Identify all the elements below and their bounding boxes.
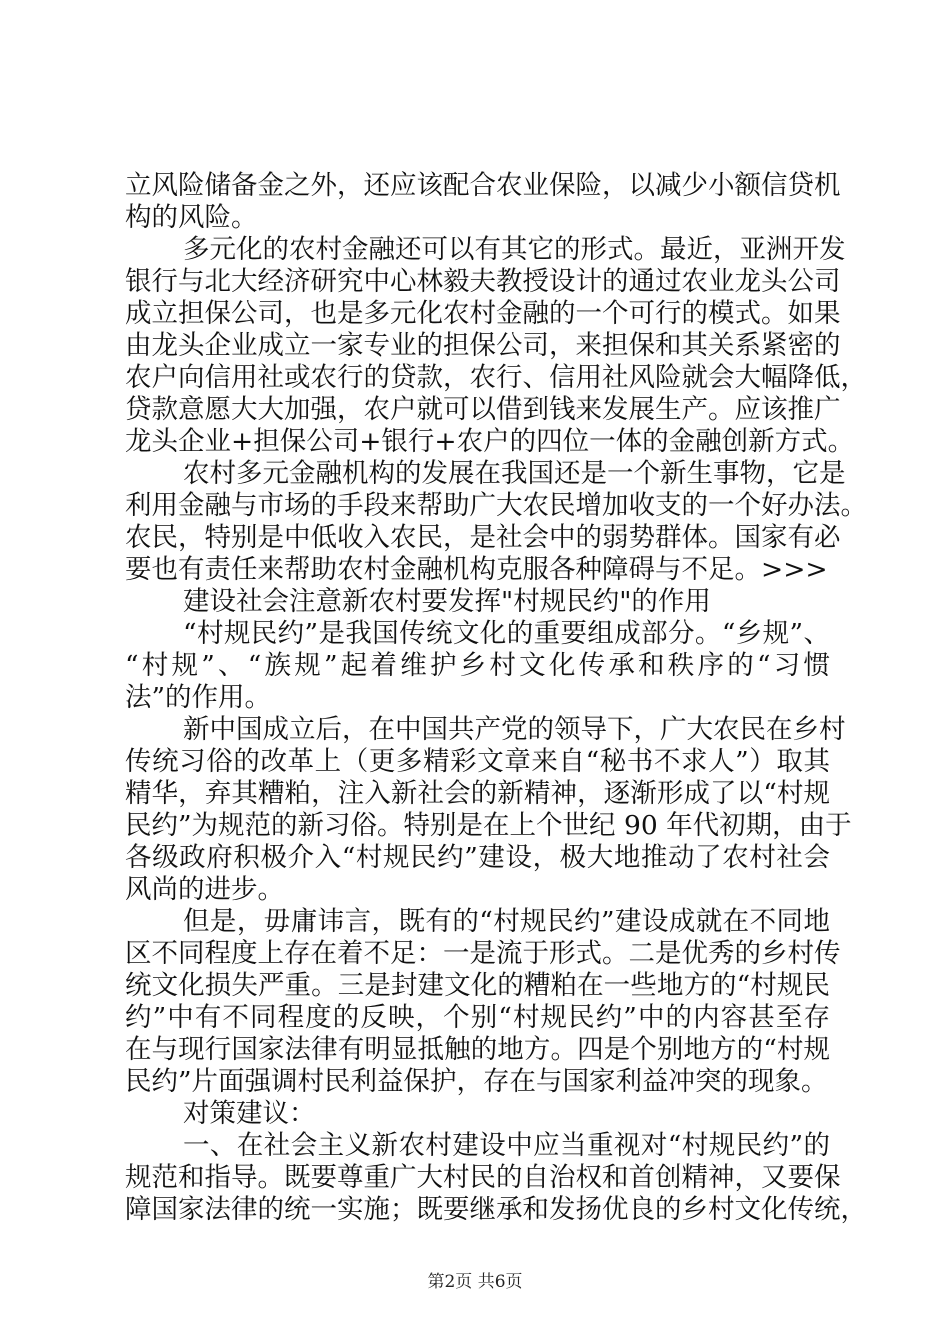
text-line: 区不同程度上存在着不足：一是流于形式。二是优秀的乡村传 (125, 938, 841, 969)
text-line: 成立担保公司，也是多元化农村金融的一个可行的模式。如果 (125, 298, 841, 329)
text-line: 新中国成立后，在中国共产党的领导下，广大农民在乡村 (183, 714, 846, 745)
text-line: 传统习俗的改革上（更多精彩文章来自“秘书不求人”）取其 (125, 746, 830, 777)
text-line: 构的风险。 (125, 202, 258, 233)
text-line: 多元化的农村金融还可以有其它的形式。最近，亚洲开发 (183, 234, 846, 265)
text-line: 约”中有不同程度的反映，个别“村规民约”中的内容甚至存 (125, 1002, 830, 1033)
text-line: 银行与北大经济研究中心林毅夫教授设计的通过农业龙头公司 (125, 266, 841, 297)
text-line: 立风险储备金之外，还应该配合农业保险，以减少小额信贷机 (125, 170, 841, 201)
text-line: 利用金融与市场的手段来帮助广大农民增加收支的一个好办法。 (125, 490, 867, 521)
text-line: 民约”为规范的新习俗。特别是在上个世纪 90 年代初期，由于 (125, 810, 852, 841)
paragraph (125, 170, 841, 234)
text-line: 在与现行国家法律有明显抵触的地方。四是个别地方的“村规 (125, 1034, 830, 1065)
paragraph (125, 1130, 867, 1226)
text-line: 但是，毋庸讳言，既有的“村规民约”建设成就在不同地 (183, 906, 830, 937)
paragraph (125, 906, 841, 1098)
text-line: 民约”片面强调村民利益保护，存在与国家利益冲突的现象。 (125, 1066, 828, 1097)
paragraph (125, 458, 867, 586)
text-line: 农村多元金融机构的发展在我国还是一个新生事物，它是 (183, 458, 846, 489)
paragraph (125, 586, 830, 618)
page-footer: 第2页 共6页 (427, 1272, 523, 1292)
text-line: 精华，弃其糟粕，注入新社会的新精神，逐渐形成了以“村规 (125, 778, 830, 809)
text-line: 规范和指导。既要尊重广大村民的自治权和首创精神，又要保 (125, 1162, 841, 1193)
text-line: 对策建议： (183, 1098, 316, 1129)
text-line: 障国家法律的统一实施；既要继承和发扬优良的乡村文化传统， (125, 1194, 867, 1225)
text-line: 建设社会注意新农村要发挥"村规民约"的作用 (183, 586, 711, 617)
text-line: 龙头企业+担保公司+银行+农户的四位一体的金融创新方式。 (125, 426, 855, 457)
text-line: 农户向信用社或农行的贷款，农行、信用社风险就会大幅降低， (125, 362, 867, 393)
text-line: 法”的作用。 (125, 682, 272, 713)
text-line: 各级政府积极介入“村规民约”建设，极大地推动了农村社会 (125, 842, 830, 873)
text-line: 统文化损失严重。三是封建文化的糟粕在一些地方的“村规民 (125, 970, 830, 1001)
paragraph (125, 234, 867, 458)
text-line: 要也有责任来帮助农村金融机构克服各种障碍与不足。>>> (125, 554, 828, 585)
paragraph (125, 1098, 830, 1130)
paragraph (125, 618, 830, 714)
text-line: 由龙头企业成立一家专业的担保公司，来担保和其关系紧密的 (125, 330, 841, 361)
text-line: 一、在社会主义新农村建设中应当重视对“村规民约”的 (183, 1130, 830, 1161)
paragraph (125, 714, 852, 906)
text-line: “村规民约”是我国传统文化的重要组成部分。“乡规”、 (183, 618, 830, 649)
text-line: “村规”、“族规”起着维护乡村文化传承和秩序的“习惯 (125, 650, 830, 681)
text-line: 风尚的进步。 (125, 874, 284, 905)
text-line: 农民，特别是中低收入农民，是社会中的弱势群体。国家有必 (125, 522, 841, 553)
text-line: 贷款意愿大大加强，农户就可以借到钱来发展生产。应该推广 (125, 394, 841, 425)
document-body (125, 170, 867, 1226)
